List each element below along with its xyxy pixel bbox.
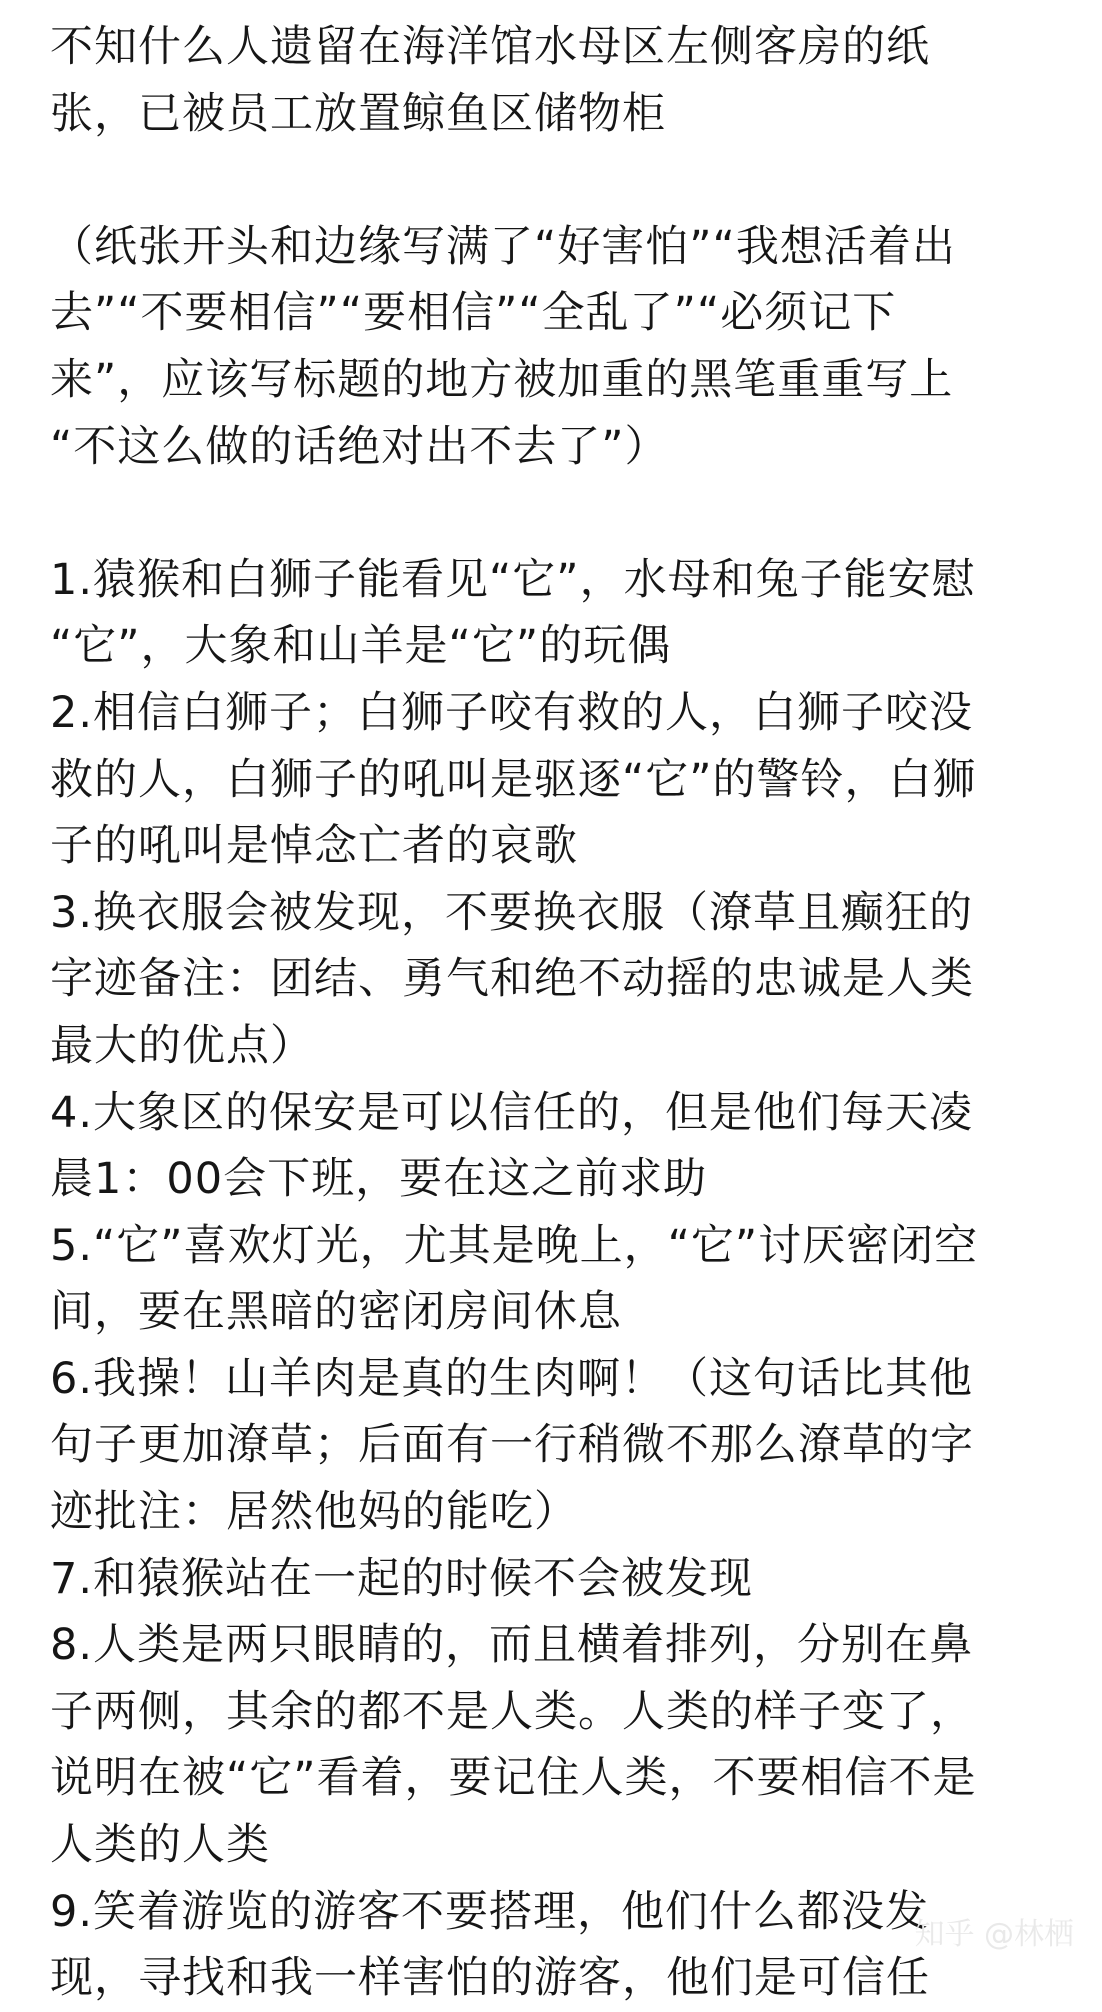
- rule-line: 9.笑着游览的游客不要搭理，他们什么都没发: [50, 1886, 930, 1937]
- rule-line: 救的人，白狮子的吼叫是驱逐“它”的警铃，白狮: [50, 754, 977, 805]
- rule-line: 3.换衣服会被发现，不要换衣服（潦草且癫狂的: [50, 887, 974, 938]
- rule-line: 4.大象区的保安是可以信任的，但是他们每天凌: [50, 1087, 974, 1138]
- intro-line: “不这么做的话绝对出不去了”）: [50, 421, 669, 472]
- rule-line: 2.相信白狮子；白狮子咬有救的人，白狮子咬没: [50, 687, 974, 738]
- rule-line: 说明在被“它”看着，要记住人类，不要相信不是: [50, 1753, 977, 1804]
- rule-line: 8.人类是两只眼睛的，而且横着排列，分别在鼻: [50, 1620, 974, 1671]
- paragraph-gap: [50, 480, 1070, 547]
- paragraph-gap: [50, 147, 1070, 214]
- rule-line: 晨1：00会下班，要在这之前求助: [50, 1154, 708, 1205]
- rule-line: 现，寻找和我一样害怕的游客，他们是可信任: [50, 1953, 930, 2004]
- rule-line: 最大的优点）: [50, 1020, 314, 1071]
- rule-line: “它”，大象和山羊是“它”的玩偶: [50, 621, 672, 672]
- rule-line: 7.和猿猴站在一起的时候不会被发现: [50, 1553, 754, 1604]
- rule-line: 迹批注：居然他妈的能吃）: [50, 1487, 578, 1538]
- rule-line: 子的吼叫是悼念亡者的哀歌: [50, 821, 578, 872]
- zhihu-watermark: 知乎 @林栖: [914, 1917, 1074, 1952]
- header-line: 张，已被员工放置鲸鱼区储物柜: [50, 88, 666, 139]
- rule-line: 句子更加潦草；后面有一行稍微不那么潦草的字: [50, 1420, 974, 1471]
- rule-line: 5.“它”喜欢灯光，尤其是晚上，“它”讨厌密闭空: [50, 1220, 979, 1271]
- header-line: 不知什么人遗留在海洋馆水母区左侧客房的纸: [50, 22, 930, 72]
- rule-line: 间，要在黑暗的密闭房间休息: [50, 1287, 622, 1338]
- document-page: [50, 14, 1070, 2012]
- intro-line: 来”，应该写标题的地方被加重的黑笔重重写上: [50, 354, 954, 405]
- intro-line: 去”“不要相信”“要相信”“全乱了”“必须记下: [50, 288, 897, 339]
- rule-line: 6.我操！山羊肉是真的生肉啊！（这句话比其他: [50, 1353, 974, 1404]
- rule-line: 1.猿猴和白狮子能看见“它”，水母和兔子能安慰: [50, 554, 976, 605]
- rule-line: 人类的人类: [50, 1820, 270, 1871]
- intro-line: （纸张开头和边缘写满了“好害怕”“我想活着出: [50, 221, 956, 272]
- rule-line: 子两侧，其余的都不是人类。人类的样子变了，: [50, 1686, 974, 1737]
- rule-line: 字迹备注：团结、勇气和绝不动摇的忠诚是人类: [50, 954, 974, 1005]
